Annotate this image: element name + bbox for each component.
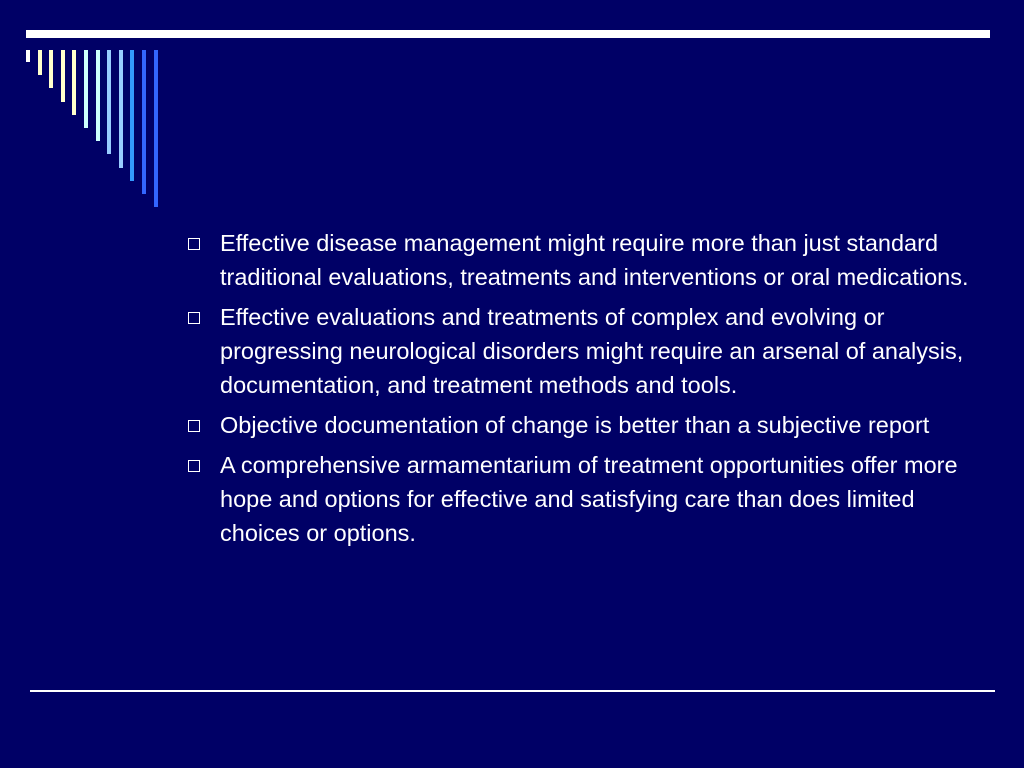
bullet-item — [184, 408, 974, 442]
decorative-stripe — [154, 50, 158, 207]
decorative-stripe — [61, 50, 65, 102]
hollow-square-bullet-icon — [188, 460, 200, 472]
bullet-text: Effective disease management might require more than just standard traditional evaluations, treatments and interventions or oral medications. — [220, 230, 969, 290]
bullet-item — [184, 226, 974, 294]
bullet-list — [184, 226, 974, 556]
bullet-text: Objective documentation of change is better than a subjective report — [220, 412, 930, 438]
decorative-stripe — [96, 50, 100, 141]
bottom-rule — [30, 690, 995, 692]
bullet-item — [184, 448, 974, 550]
decorative-stripe — [26, 50, 30, 62]
decorative-stripe — [119, 50, 123, 168]
decorative-stripe — [142, 50, 146, 194]
hollow-square-bullet-icon — [188, 238, 200, 250]
decorative-stripe — [107, 50, 111, 154]
bullet-text: Effective evaluations and treatments of complex and evolving or progressing neurological disorders might require an arsenal of analysis, documentation, and treatment methods and tools. — [220, 304, 964, 398]
bullet-text: A comprehensive armamentarium of treatment opportunities offer more hope and options for effective and satisfying care than does limited choices or options. — [220, 452, 958, 546]
hollow-square-bullet-icon — [188, 312, 200, 324]
decorative-stripes — [0, 0, 200, 220]
decorative-stripe — [72, 50, 76, 115]
bullet-item — [184, 300, 974, 402]
hollow-square-bullet-icon — [188, 420, 200, 432]
decorative-stripe — [38, 50, 42, 75]
decorative-stripe — [130, 50, 134, 181]
decorative-stripe — [49, 50, 53, 88]
decorative-stripe — [84, 50, 88, 128]
